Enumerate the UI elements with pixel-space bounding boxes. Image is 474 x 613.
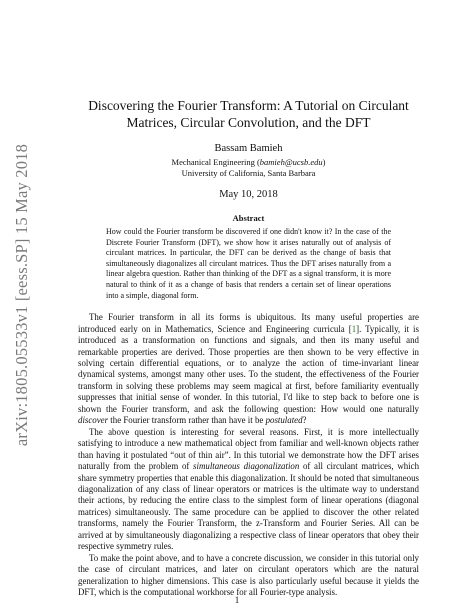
p1-text-b: ]. Typically, it is introduced as a transformation on functions and signals, and then its many useful and remarkable properties are derived. Those properties are then shown to be very effective in solving certain differential equations, or to analyze the action of time-invariant linear dynamical systems, amongst many other uses. To the student, the effectiveness of the Fourier transform in solving these problems may seem magical at first, before familiarity eventually suppresses that initial sense of wonder. In this tutorial, I'd like to step back to before one is shown the Fourier transform, and ask the following question: How would one naturally bbox=[78, 323, 419, 414]
paper-date: May 10, 2018 bbox=[219, 189, 278, 200]
paragraph-2 bbox=[78, 427, 419, 553]
paragraph-3: To make the point above, and to have a concrete discussion, we consider in this tutorial only the case of circulant matrices, and later on circulant operators which are the natural generalization to higher dimensions. This case is also particularly useful because it yields the DFT, which is the computational workhorse for all Fourier-type analysis. bbox=[78, 552, 419, 598]
p1-text-d: ? bbox=[302, 415, 307, 426]
author-email[interactable]: bamieh@ucsb.edu bbox=[259, 157, 323, 167]
body-text bbox=[78, 312, 419, 598]
abstract-text: How could the Fourier transform be discovered if one didn't know it? In the case of the Discrete Fourier Transform (DFT), we show how it arises naturally out of analysis of circulant matrices. In particular, the DFT can be derived as the change of basis that simultaneously diagonalizes all circulant matrices. Thus the DFT arises naturally from a linear algebra question. Rather than thinking of the DFT as a signal transform, it is more natural to think of it as a change of basis that renders a certain set of linear operations into a simple, diagonal form. bbox=[106, 227, 391, 300]
page-number: 1 bbox=[234, 595, 240, 605]
p2-emphasis: simultaneous diagonalization bbox=[193, 461, 300, 472]
citation-link[interactable]: 1 bbox=[351, 323, 357, 334]
department bbox=[78, 157, 419, 168]
p2-text-a: The above question is interesting for several reasons. First, it is more intellectually satisfying to introduce a new mathematical object from familiar and well-known objects rather than having it postulated “out of thin air”. In this tutorial we demonstrate how the DFT arises naturally from the problem of bbox=[78, 426, 419, 472]
p2-text-b: of all circulant matrices, which share symmetry properties that enable this diagonalization. It should be noted that simultaneous diagonalization of any class of linear operators or matrices is the ultimate way to understand their actions, by reducing the entire class to the simplest form of linear operations (diagonal matrices) simultaneously. The same procedure can be applied to discover the other related transforms, namely the Fourier Transform, the z-Transform and Fourier Series. All can be arrived at by simultaneously diagonalizing a respective class of linear operators that obey their respective symmetry rules. bbox=[78, 461, 420, 552]
p1-text-c: the Fourier transform rather than have it be bbox=[108, 415, 266, 426]
p1-text-a: The Fourier transform in all its forms is ubiquitous. Its many useful properties are introduced early on in Mathematics, Science and Engineering curricula [ bbox=[78, 312, 419, 334]
author-name: Bassam Bamieh bbox=[214, 143, 283, 154]
p1-emphasis-discover: discover bbox=[78, 415, 109, 426]
arxiv-identifier: arXiv:1805.05533v1 [eess.SP] 15 May 2018 bbox=[12, 143, 32, 447]
title-line-2: Matrices, Circular Convolution, and the DFT bbox=[126, 115, 371, 130]
department-name: Mechanical Engineering ( bbox=[171, 157, 260, 167]
abstract-heading: Abstract bbox=[232, 213, 265, 223]
arxiv-side-stamp bbox=[8, 125, 36, 465]
university: University of California, Santa Barbara bbox=[181, 167, 316, 178]
title-line-1: Discovering the Fourier Transform: A Tutorial on Circulant bbox=[88, 98, 409, 113]
department-suffix: ) bbox=[322, 157, 326, 167]
paper-page bbox=[78, 97, 419, 598]
paper-title bbox=[72, 97, 425, 131]
paragraph-1 bbox=[78, 312, 419, 427]
p1-emphasis-postulated: postulated bbox=[265, 415, 303, 426]
affiliation bbox=[78, 157, 419, 178]
